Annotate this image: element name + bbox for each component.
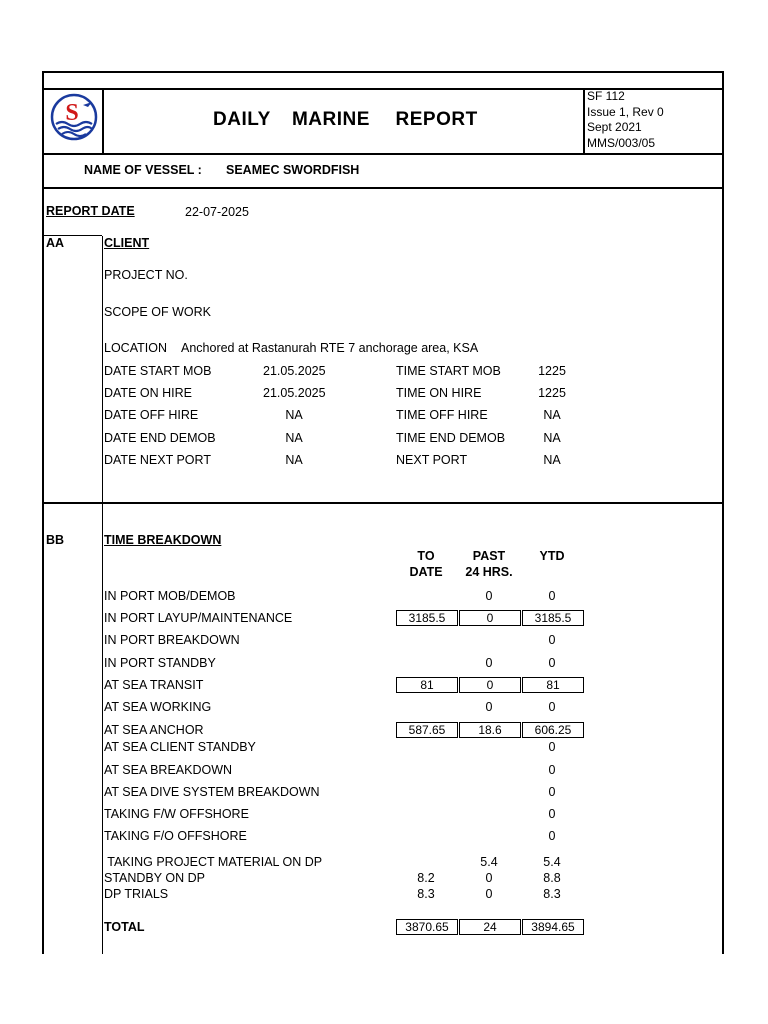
client-row-time: NA [543, 453, 561, 467]
report-title [213, 109, 478, 131]
client-row-date: NA [285, 453, 303, 467]
breakdown-row-label: AT SEA ANCHOR [104, 723, 204, 737]
breakdown-row-label: IN PORT LAYUP/MAINTENANCE [104, 611, 293, 625]
breakdown-ytd: 8.3 [543, 887, 561, 901]
col-head-past-24 [459, 548, 519, 580]
client-row-time-label: TIME ON HIRE [396, 386, 482, 400]
breakdown-ytd-box: 81 [522, 677, 584, 693]
title-word-report: REPORT [395, 109, 478, 130]
breakdown-past-24-box: 18.6 [459, 722, 521, 738]
vessel-label: NAME OF VESSEL : [84, 163, 202, 177]
client-row-label: DATE OFF HIRE [104, 408, 199, 422]
form-number: SF 112 [587, 89, 625, 103]
logo-letter: S [65, 100, 79, 126]
form-info-block [587, 89, 664, 151]
section-aa-heading: CLIENT [104, 236, 150, 250]
breakdown-ytd: 0 [548, 633, 556, 647]
breakdown-ytd-box: 3185.5 [522, 610, 584, 626]
breakdown-ytd: 8.8 [543, 871, 561, 885]
section-aa-code: AA [46, 236, 65, 250]
breakdown-ytd: 0 [548, 589, 556, 603]
col-head-to-date [396, 548, 456, 580]
breakdown-past-24: 0 [485, 656, 493, 670]
breakdown-past-24-box: 0 [459, 610, 521, 626]
client-row-time-label: TIME START MOB [396, 364, 501, 378]
client-row-date: NA [285, 431, 303, 445]
col-head-to-date-line2: DATE [409, 565, 443, 579]
report-date-value: 22-07-2025 [185, 205, 249, 219]
breakdown-to-date: 8.3 [417, 887, 435, 901]
breakdown-ytd: 0 [548, 763, 556, 777]
client-row-time: NA [543, 431, 561, 445]
breakdown-past-24: 0 [485, 589, 493, 603]
company-logo [50, 93, 98, 141]
client-row-label: DATE NEXT PORT [104, 453, 211, 467]
breakdown-row-label: IN PORT MOB/DEMOB [104, 589, 236, 603]
code-column-line [102, 236, 103, 954]
breakdown-past-24: 0 [485, 871, 493, 885]
breakdown-row-label: AT SEA CLIENT STANDBY [104, 740, 256, 754]
col-head-to-date-line1: TO [417, 549, 435, 563]
report-date-label: REPORT DATE [46, 204, 135, 218]
breakdown-ytd-box: 606.25 [522, 722, 584, 738]
title-word-daily: DAILY [213, 109, 271, 130]
form-code: MMS/003/05 [587, 135, 656, 150]
breakdown-ytd: 0 [548, 740, 556, 754]
client-row-label: DATE END DEMOB [104, 431, 216, 445]
scope-of-work-label: SCOPE OF WORK [104, 305, 211, 319]
breakdown-row-label: DP TRIALS [104, 887, 169, 901]
section-bb-code: BB [46, 533, 65, 547]
client-row-time: 1225 [538, 386, 566, 400]
total-ytd-box: 3894.65 [522, 919, 584, 935]
project-no-label: PROJECT NO. [104, 268, 188, 282]
section-bb-heading: TIME BREAKDOWN [104, 533, 222, 547]
client-row-date: NA [285, 408, 303, 422]
title-word-marine: MARINE [291, 109, 370, 130]
total-label: TOTAL [104, 920, 145, 934]
breakdown-ytd: 0 [548, 807, 556, 821]
breakdown-to-date: 8.2 [417, 871, 435, 885]
breakdown-row-label: STANDBY ON DP [104, 871, 205, 885]
breakdown-ytd: 0 [548, 785, 556, 799]
col-head-past-line2: 24 HRS. [465, 565, 513, 579]
breakdown-row-label: AT SEA DIVE SYSTEM BREAKDOWN [104, 785, 320, 799]
frame-right-line [722, 71, 724, 954]
breakdown-ytd: 0 [548, 829, 556, 843]
breakdown-row-label: IN PORT BREAKDOWN [104, 633, 240, 647]
location-label: LOCATION [104, 341, 167, 355]
client-row-time: NA [543, 408, 561, 422]
frame-left-line [42, 71, 44, 954]
col-head-ytd [522, 548, 582, 564]
client-row-time: 1225 [538, 364, 566, 378]
header-bottom-line [42, 153, 724, 155]
frame-top-line [42, 71, 724, 73]
form-issue: Issue 1, Rev 0 [587, 104, 664, 119]
breakdown-row-label: AT SEA WORKING [104, 700, 212, 714]
client-row-time-label: TIME END DEMOB [396, 431, 506, 445]
client-row-time-label: NEXT PORT [396, 453, 468, 467]
breakdown-to-date-box: 81 [396, 677, 458, 693]
client-row-date: 21.05.2025 [263, 386, 326, 400]
vessel-bottom-line [42, 187, 724, 189]
breakdown-row-label: AT SEA BREAKDOWN [104, 763, 233, 777]
client-row-label: DATE START MOB [104, 364, 212, 378]
client-row-time-label: TIME OFF HIRE [396, 408, 488, 422]
breakdown-row-label: TAKING PROJECT MATERIAL ON DP [104, 855, 323, 869]
total-to-date-box: 3870.65 [396, 919, 458, 935]
client-row-date: 21.05.2025 [263, 364, 326, 378]
breakdown-past-24: 0 [485, 887, 493, 901]
form-date: Sept 2021 [587, 120, 642, 134]
location-value: Anchored at Rastanurah RTE 7 anchorage area, KSA [181, 341, 479, 355]
breakdown-row-label: TAKING F/O OFFSHORE [104, 829, 247, 843]
vessel-name: SEAMEC SWORDFISH [226, 163, 360, 177]
breakdown-row-label: IN PORT STANDBY [104, 656, 216, 670]
breakdown-to-date-box: 587.65 [396, 722, 458, 738]
col-head-past-line1: PAST [472, 549, 506, 563]
client-row-label: DATE ON HIRE [104, 386, 192, 400]
total-past-24-box: 24 [459, 919, 521, 935]
form-info-divider-line [583, 88, 585, 154]
breakdown-ytd: 5.4 [543, 855, 561, 869]
breakdown-row-label: AT SEA TRANSIT [104, 678, 204, 692]
breakdown-ytd: 0 [548, 700, 556, 714]
breakdown-past-24: 5.4 [480, 855, 498, 869]
breakdown-to-date-box: 3185.5 [396, 610, 458, 626]
breakdown-past-24-box: 0 [459, 677, 521, 693]
breakdown-ytd: 0 [548, 656, 556, 670]
breakdown-past-24: 0 [485, 700, 493, 714]
breakdown-row-label: TAKING F/W OFFSHORE [104, 807, 249, 821]
section-aa-bottom-line [42, 502, 724, 504]
logo-divider-line [102, 88, 104, 154]
col-head-ytd-line1: YTD [539, 549, 565, 563]
